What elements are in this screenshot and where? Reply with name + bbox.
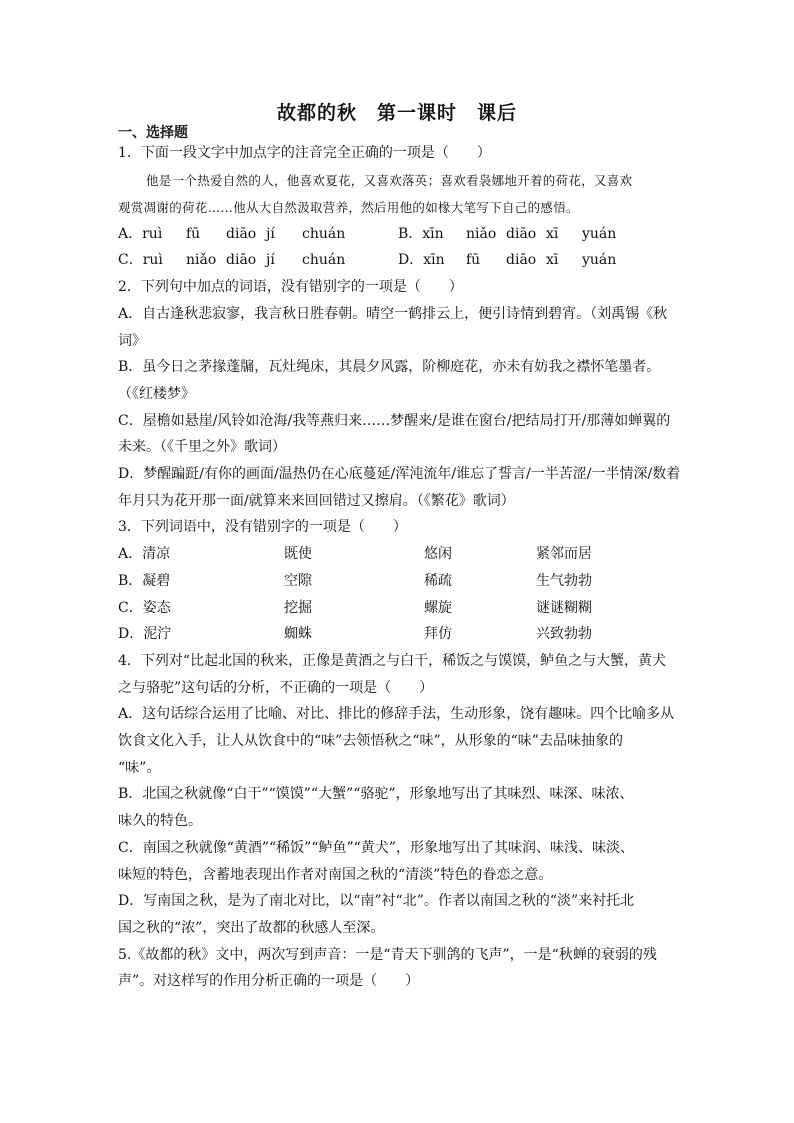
q3-word: C．姿态 [118, 599, 171, 616]
q3-word: A．清凉 [118, 546, 171, 563]
q1-option-c-1: C．ruì [118, 252, 163, 269]
q3-stem: 3．下列词语中，没有错别字的一项是（ ） [118, 519, 407, 536]
q4-line: 之与骆驼”这句话的分析，不正确的一项是（ ） [118, 679, 434, 696]
q2-line: B．虽今日之茅掾蓬牖，瓦灶绳床，其晨夕风露，阶柳庭花，亦未有妨我之襟怀笔墨者。 [118, 359, 661, 376]
q3-option-row [118, 621, 678, 648]
q1-option-d-1: D．xīn [398, 252, 445, 269]
q2-stem: 2．下列句中加点的词语，没有错别字的一项是（ ） [118, 279, 463, 296]
q3-word: D．泥泞 [118, 626, 172, 643]
q4-line: 国之秋的“浓”，突出了故都的秋感人至深。 [118, 919, 385, 936]
q2-line: 未来。（《千里之外》歌词） [118, 439, 286, 456]
q3-option-row [118, 568, 678, 595]
q3-word: 谜谜糊糊 [536, 599, 592, 616]
q1-option-b-3: diāo [506, 225, 537, 242]
q1-option-d-4: xī [546, 252, 559, 269]
q1-passage [118, 167, 678, 221]
q1-option-b-1: B．xīn [398, 225, 444, 242]
q5-line: 5.《故都的秋》文中，两次写到声音：一是“青天下驯鸽的飞声”，一是“秋蝉的衰弱的残 [118, 946, 657, 963]
q3-word: 挖掘 [284, 599, 312, 616]
q3-word: B．凝碧 [118, 572, 171, 589]
q2-line: （《红楼梦》 [118, 385, 195, 402]
q1-option-a-2: fū [186, 225, 201, 242]
q1-option-b-2: niǎo [466, 225, 497, 242]
q4-line: A．这句话综合运用了比喻、对比、排比的修辞手法，生动形象，饶有趣味。四个比喻多从 [118, 706, 675, 723]
q3-word: 既使 [284, 546, 312, 563]
q1-option-c-3: diāo [226, 252, 257, 269]
q3-word: 螺旋 [424, 599, 452, 616]
q3-word: 生气勃勃 [536, 572, 592, 589]
q1-passage-line: 他是一个热爱自然的人，他喜欢夏花，又喜欢落英；喜欢看袅娜地开着的荷花，又喜欢 [146, 172, 633, 188]
q1-option-c-5: chuán [302, 252, 346, 269]
q3-word: 悠闲 [424, 546, 452, 563]
section-heading: 一、选择题 [118, 125, 188, 141]
q4-line: “味”。 [118, 759, 161, 776]
q1-options-ab [118, 221, 678, 248]
q2-line: C．屋檐如悬崖/风铃如沧海/我等燕归来……梦醒来/是谁在窗台/把结局打开/那薄如蝉翼的 [118, 412, 671, 429]
q1-option-a-3: diāo [226, 225, 257, 242]
q5-line: 声”。对这样写的作用分析正确的一项是（ ） [118, 973, 420, 990]
q1-option-b-4: xī [546, 225, 559, 242]
q1-option-d-5: yuán [582, 252, 617, 269]
q4-line: B．北国之秋就像“白干”“馍馍”“大蟹”“骆驼”，形象地写出了其味烈、味深、味浓、 [118, 786, 634, 803]
q3-word: 兴致勃勃 [536, 626, 592, 643]
page-title: 故都的秋 第一课时 课后 [276, 102, 517, 124]
q4-line: 4．下列对“比起北国的秋来，正像是黄酒之与白干，稀饭之与馍馍，鲈鱼之与大蟹，黄犬 [118, 652, 667, 669]
q2-line: 词》 [118, 332, 146, 349]
q1-passage-line: 观赏凋谢的荷花……他从大自然汲取营养，然后用他的如椽大笔写下自己的感悟。 [118, 199, 579, 215]
q4-line: D．写南国之秋，是为了南北对比，以“南”衬“北”。作者以南国之秋的“淡”来衬托北 [118, 893, 635, 910]
q1-option-c-4: jí [266, 252, 275, 269]
q3-word: 紧邻而居 [536, 546, 592, 563]
q4-line: 味久的特色。 [118, 813, 202, 830]
q3-option-row [118, 541, 678, 568]
q3-option-row [118, 595, 678, 622]
q3-word: 蜘蛛 [284, 626, 312, 643]
q1-option-b-5: yuán [582, 225, 617, 242]
question-list [118, 140, 681, 995]
q2-line: 年月只为花开那一面/就算来来回回错过又擦肩。（《繁花》歌词） [118, 492, 515, 509]
q1-option-a-4: jí [266, 225, 275, 242]
q1-stem: 1．下面一段文字中加点字的注音完全正确的一项是（ ） [118, 145, 491, 161]
q1-option-d-3: diāo [506, 252, 537, 269]
q3-word: 稀疏 [424, 572, 452, 589]
q1-option-a-1: A．ruì [118, 225, 163, 242]
q3-word: 拜仿 [424, 626, 452, 643]
q4-line: 饮食文化入手，让人从饮食中的“味”去领悟秋之“味”，从形象的“味”去品味抽象的 [118, 733, 623, 750]
q1-options-cd [118, 247, 678, 274]
q1-option-a-5: chuán [302, 225, 346, 242]
q3-word: 空隙 [284, 572, 312, 589]
q1-option-c-2: niǎo [186, 252, 217, 269]
q2-line: D．梦醒蹁跹/有你的画面/温热仍在心底蔓延/浑沌流年/谁忘了誓言/一半苦涩/一半情深/数着 [118, 466, 681, 483]
q1-option-d-2: fū [466, 252, 481, 269]
q2-line: A．自古逢秋悲寂寥，我言秋日胜春朝。晴空一鹤排云上，便引诗情到碧宵。（刘禹锡《秋 [118, 305, 668, 322]
q4-line: C．南国之秋就像“黄酒”“稀饭”“鲈鱼”“黄犬”，形象地写出了其味润、味浅、味淡、 [118, 839, 634, 856]
q4-line: 味短的特色，含蓄地表现出作者对南国之秋的“清淡”特色的眷恋之意。 [118, 866, 553, 883]
